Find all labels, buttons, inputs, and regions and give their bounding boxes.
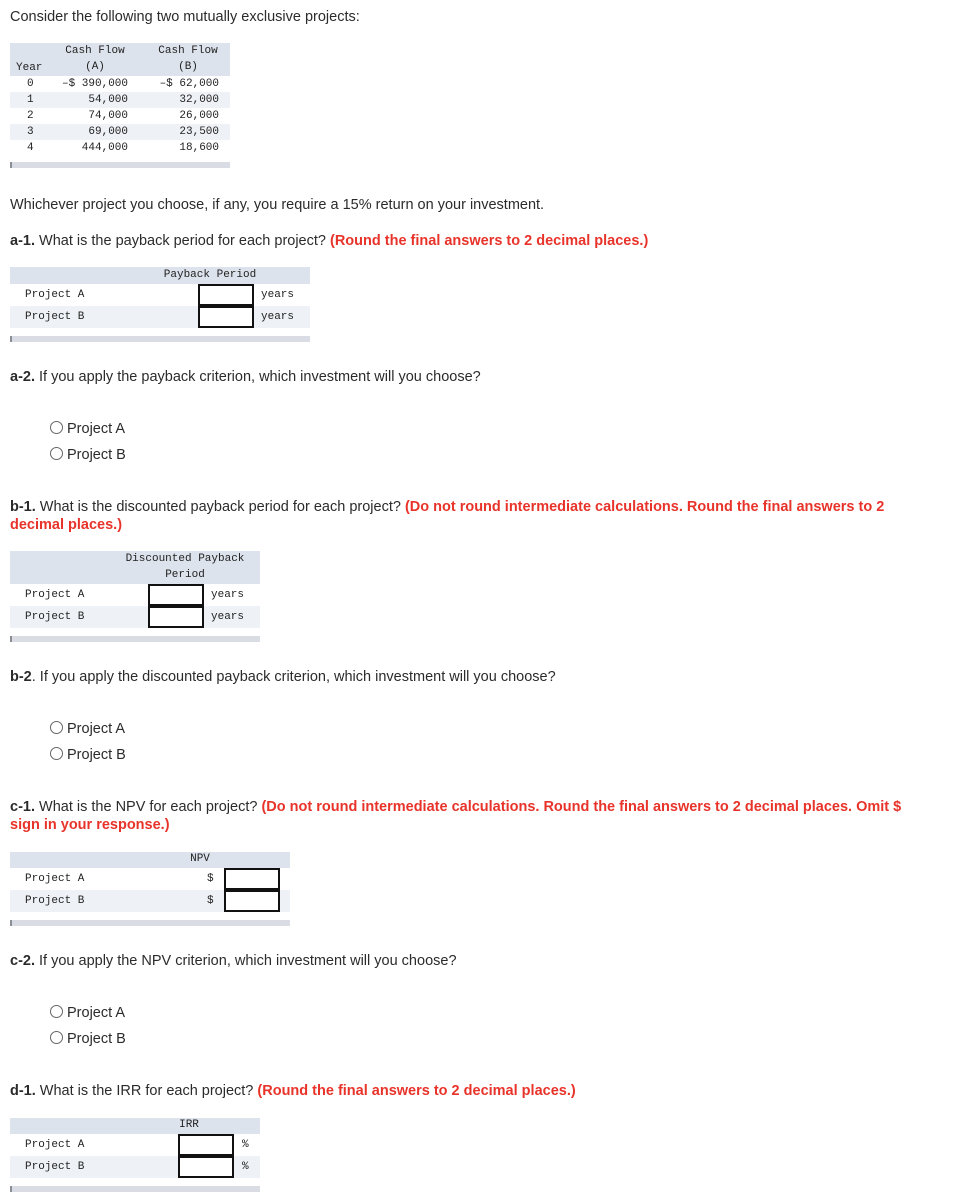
payback-a-input[interactable] — [198, 284, 254, 306]
npv-a-input[interactable] — [224, 868, 280, 890]
discounted-payback-a-input[interactable] — [148, 584, 204, 606]
unit-label: years — [261, 289, 295, 301]
irr-b-input[interactable] — [178, 1156, 234, 1178]
question-b1-note: decimal places.) — [10, 517, 123, 533]
discounted-payback-header-2: Period — [165, 569, 205, 581]
npv-header: NPV — [190, 853, 210, 865]
row-label: Project A — [25, 1139, 85, 1151]
row-label: Project B — [25, 611, 85, 623]
radio-a2-project-a[interactable] — [50, 421, 63, 434]
question-a1: a-1. What is the payback period for each project? (Round the final answers to 2 decimal places.) — [10, 233, 649, 249]
payback-header: Payback Period — [163, 269, 257, 281]
table-row: 4 444,000 18,600 — [10, 140, 230, 156]
unit-label: years — [261, 311, 295, 323]
discounted-payback-header: Discounted Payback — [125, 553, 245, 565]
dollar-sign: $ — [207, 895, 214, 907]
row-label: Project A — [25, 289, 85, 301]
question-d1: d-1. What is the IRR for each project? (Round the final answers to 2 decimal places.) — [10, 1083, 576, 1099]
radio-c2-project-b[interactable] — [50, 1031, 63, 1044]
header-cashflow-b: Cash Flow — [158, 45, 218, 57]
irr-a-input[interactable] — [178, 1134, 234, 1156]
option-label: Project B — [67, 447, 126, 463]
npv-b-input[interactable] — [224, 890, 280, 912]
table-row: 1 54,000 32,000 — [10, 92, 230, 108]
question-b1: b-1. What is the discounted payback period for each project? (Do not round intermediate calculations. Round the final answers to 2 — [10, 499, 885, 515]
header-cashflow-a: Cash Flow — [65, 45, 125, 57]
table-row: 2 74,000 26,000 — [10, 108, 230, 124]
dollar-sign: $ — [207, 873, 214, 885]
option-label: Project A — [67, 421, 126, 437]
unit-label: years — [211, 589, 245, 601]
payback-b-input[interactable] — [198, 306, 254, 328]
radio-b2-project-b[interactable] — [50, 747, 63, 760]
option-label: Project B — [67, 747, 126, 763]
question-c2: c-2. If you apply the NPV criterion, which investment will you choose? — [10, 953, 457, 969]
row-label: Project A — [25, 873, 85, 885]
table-end-bar — [10, 162, 230, 168]
option-label: Project A — [67, 1005, 126, 1021]
header-cashflow-b-label: (B) — [178, 61, 198, 73]
required-return-text: Whichever project you choose, if any, you require a 15% return on your investment. — [10, 197, 545, 213]
row-label: Project A — [25, 589, 85, 601]
percent-sign: % — [242, 1161, 249, 1173]
question-a2: a-2. If you apply the payback criterion, which investment will you choose? — [10, 369, 481, 385]
radio-c2-project-a[interactable] — [50, 1005, 63, 1018]
radio-a2-project-b[interactable] — [50, 447, 63, 460]
table-row: 3 69,000 23,500 — [10, 124, 230, 140]
discounted-payback-b-input[interactable] — [148, 606, 204, 628]
percent-sign: % — [242, 1139, 249, 1151]
table-end-bar — [10, 920, 290, 926]
radio-b2-project-a[interactable] — [50, 721, 63, 734]
row-label: Project B — [25, 1161, 85, 1173]
option-label: Project B — [67, 1031, 126, 1047]
irr-header: IRR — [179, 1119, 199, 1131]
unit-label: years — [211, 611, 245, 623]
header-cashflow-a-label: (A) — [85, 61, 105, 73]
question-c1: c-1. What is the NPV for each project? (Do not round intermediate calculations. Round the final answers to 2 decimal places. Omit $ — [10, 799, 902, 815]
option-label: Project A — [67, 721, 126, 737]
question-b2: b-2. If you apply the discounted payback criterion, which investment will you choose? — [10, 669, 556, 685]
row-label: Project B — [25, 311, 85, 323]
table-end-bar — [10, 1186, 260, 1192]
intro-text: Consider the following two mutually exclusive projects: — [10, 9, 360, 25]
question-c1-note: sign in your response.) — [10, 817, 170, 833]
table-end-bar — [10, 636, 260, 642]
table-end-bar — [10, 336, 310, 342]
row-label: Project B — [25, 895, 85, 907]
header-year: Year — [16, 62, 43, 74]
table-row: 0 –$ 390,000 –$ 62,000 — [10, 76, 230, 92]
